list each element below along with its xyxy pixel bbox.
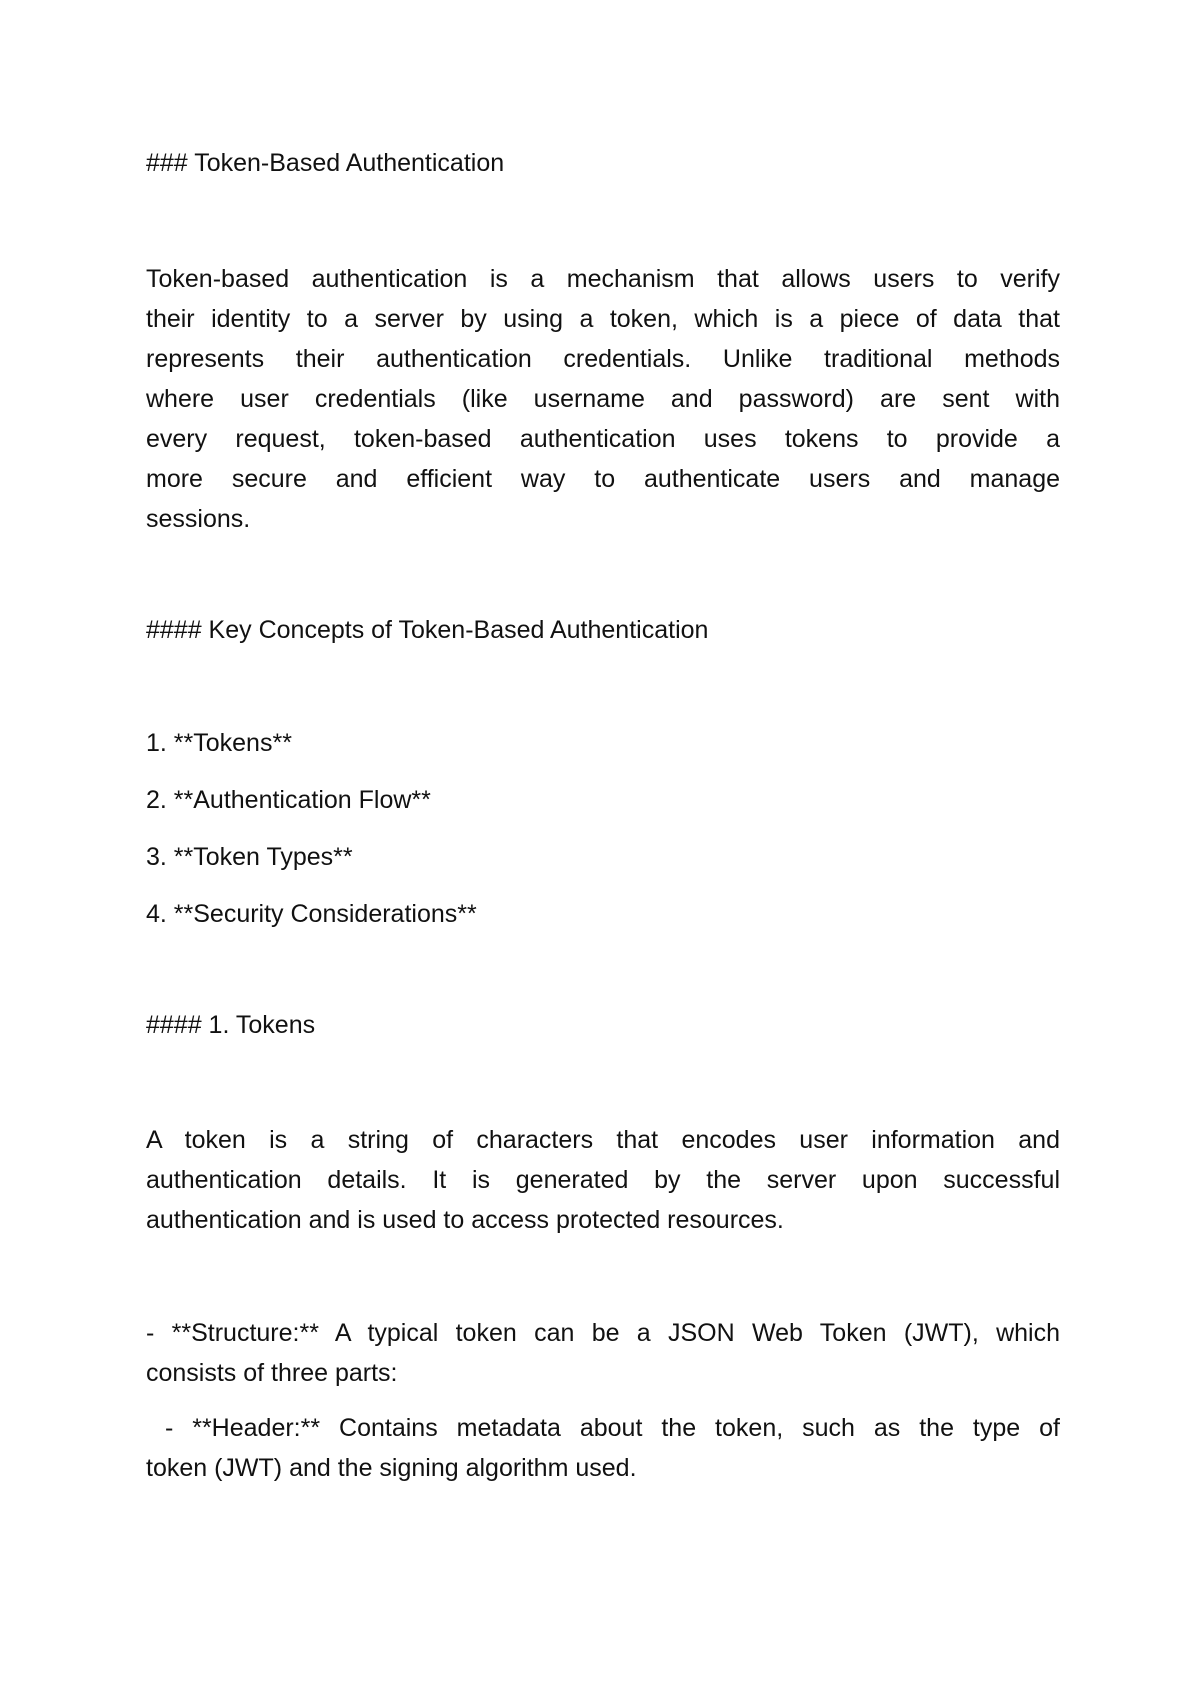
paragraph-line: represents their authentication credentials. Unlike traditional methods [146,345,1060,373]
paragraph-line: Token-based authentication is a mechanism that allows users to verify [146,265,1060,293]
heading-token-based-authentication [146,143,1060,183]
header-bullet [146,1408,1060,1488]
list-item: 2. **Authentication Flow** [146,786,431,814]
paragraph-line: - **Structure:** A typical token can be a JSON Web Token (JWT), which [146,1319,1060,1347]
list-item: 1. **Tokens** [146,729,292,757]
heading-text: #### Key Concepts of Token-Based Authentication [146,616,709,644]
paragraph-line: where user credentials (like username and password) are sent with [146,385,1060,413]
paragraph-line: every request, token-based authentication uses tokens to provide a [146,425,1060,453]
heading-text: #### 1. Tokens [146,1011,316,1039]
paragraph-line: sessions. [146,505,251,533]
tokens-paragraph [146,1120,1060,1240]
list-item: 3. **Token Types** [146,843,353,871]
paragraph-line: consists of three parts: [146,1359,398,1387]
paragraph-line: - **Header:** Contains metadata about the token, such as the type of [146,1414,1060,1442]
heading-key-concepts [146,610,1060,650]
list-item: 4. **Security Considerations** [146,900,477,928]
paragraph-line: authentication and is used to access protected resources. [146,1206,784,1234]
paragraph-line: A token is a string of characters that encodes user information and [146,1126,1060,1154]
paragraph-line: more secure and efficient way to authenticate users and manage [146,465,1060,493]
intro-paragraph [146,259,1060,539]
paragraph-line: authentication details. It is generated by the server upon successful [146,1166,1060,1194]
structure-bullet [146,1313,1060,1393]
paragraph-line: their identity to a server by using a token, which is a piece of data that [146,305,1060,333]
concepts-list [146,723,1060,951]
heading-text: ### Token-Based Authentication [146,149,505,177]
heading-tokens [146,1005,1060,1045]
paragraph-line: token (JWT) and the signing algorithm used. [146,1454,637,1482]
